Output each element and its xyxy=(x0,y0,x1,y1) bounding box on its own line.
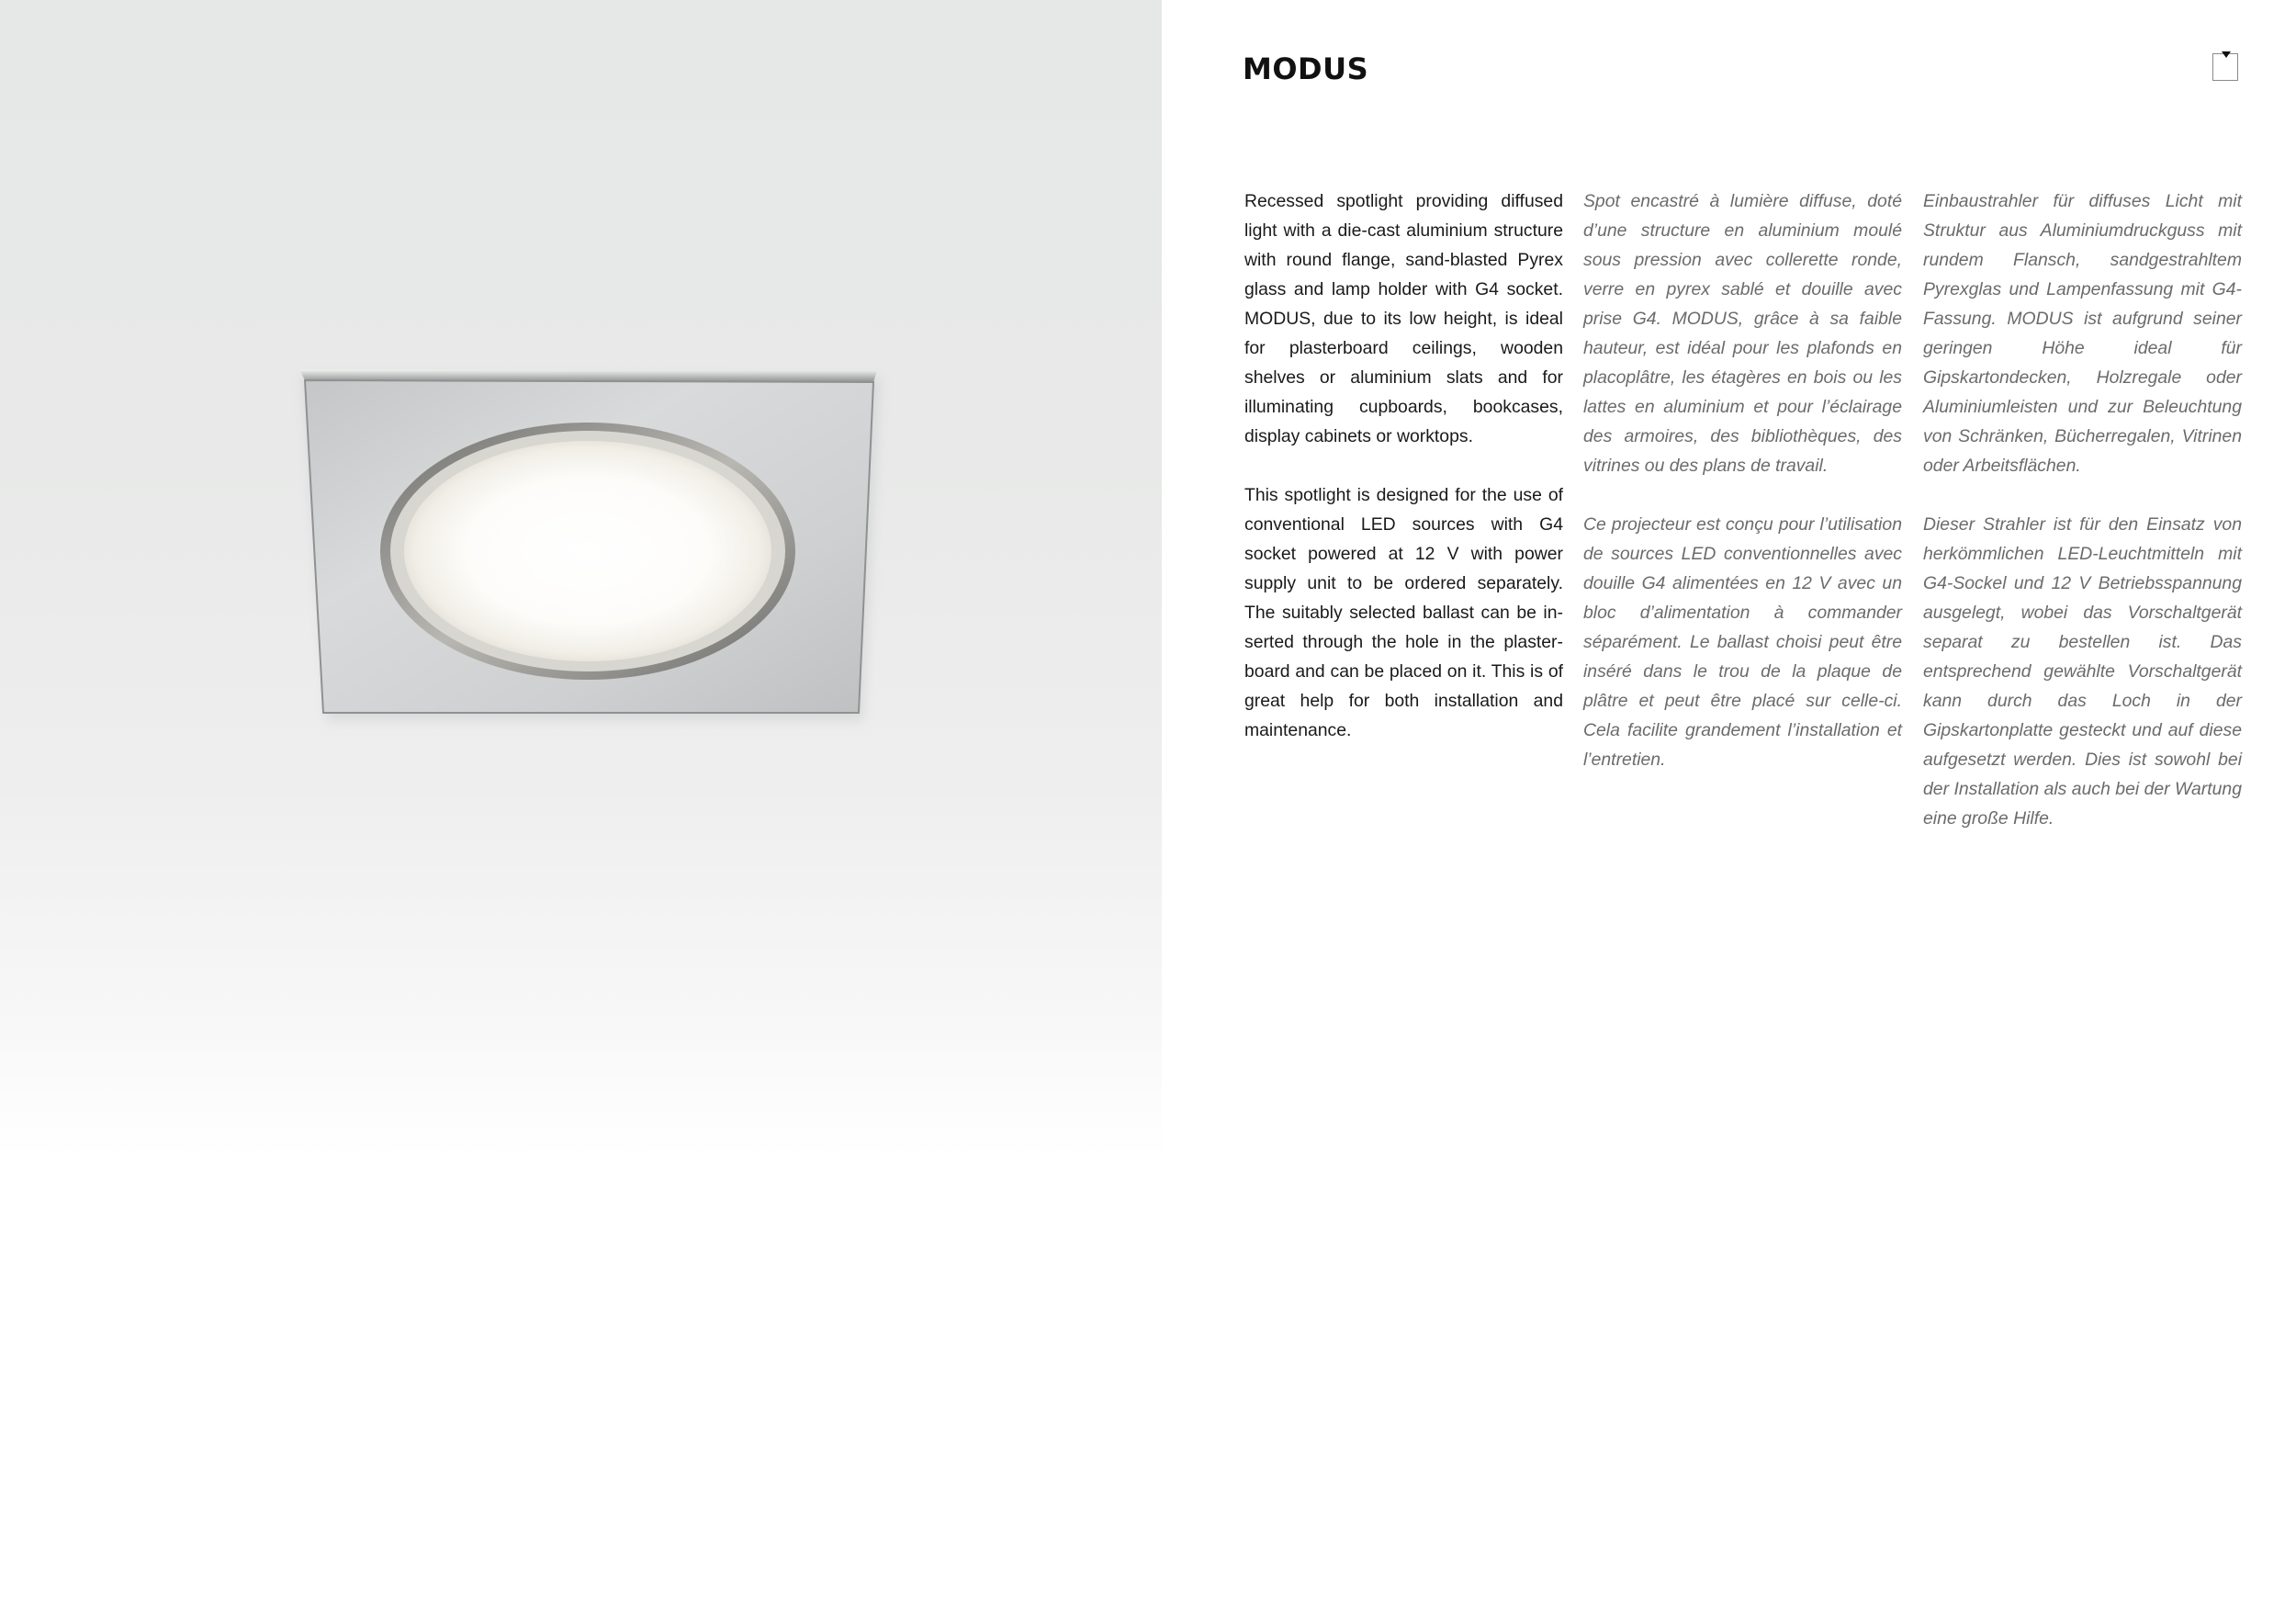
page-title: MODUS xyxy=(1243,51,1369,86)
description-paragraph: Spot encastré à lumière diffuse, doté d’une structure en aluminium moulé sous pression avec collerette ronde, verre en pyrex sablé et douille avec prise G4. MODUS, grâce à sa faible hauteur, est idéal pour les plafonds en placoplâtre, les étagères en bois ou les lattes en aluminium et pour l’éclairage des armoires, des bibliothèques, des vitrines ou des plans de travail. xyxy=(1583,191,1902,476)
description-english xyxy=(1244,186,1563,774)
diffused-glass xyxy=(404,441,771,661)
description-french xyxy=(1583,186,1902,804)
description-german xyxy=(1923,186,2242,863)
description-paragraph: This spotlight is designed for the use of conventional LED sources with G4 socket powered at 12 V with power supply unit to be ordered separately. The suitably selected ballast can be inserted through the hole in the plasterboard and can be placed on it. This is of great help for both installation and maintenance. xyxy=(1244,485,1563,740)
description-paragraph: Dieser Strahler ist für den Einsatz von herkömmlichen LED-Leuchtmitteln mit G4-Sockel und 12 V Betriebsspannung ausgelegt, wobei das Vorschaltgerät separat zu bestellen ist. Das entsprechend gewählte Vorschaltgerät kann durch das Loch in der Gipskartonplatte gesteckt und auf diese aufgesetzt werden. Dies ist sowohl bei der Installation als auch bei der Wartung eine große Hilfe. xyxy=(1923,514,2242,829)
description-paragraph: Recessed spotlight providing diffused light with a die-cast aluminium structure with round flange, sand-blasted Pyrex glass and lamp holder with G4 socket. MODUS, due to its low height, is ideal for plasterboard ceilings, wooden shelves or aluminium slats and for illuminating cupboards, bookcases, display cabinets or worktops. xyxy=(1244,191,1563,446)
description-paragraph: Einbaustrahler für diffuses Licht mit Struktur aus Aluminiumdruckguss mit rundem Flansch, sandgestrahltem Pyrexglas und Lampenfassung mit G4-Fassung. MODUS ist aufgrund seiner geringen Höhe ideal für Gipskartondecken, Holzregale oder Aluminiumleisten und zur Beleuchtung von Schränken, Bücherregalen, Vitrinen oder Arbeitsflächen. xyxy=(1923,191,2242,476)
bookmark-icon[interactable] xyxy=(2212,53,2238,81)
description-paragraph: Ce projecteur est conçu pour l’utilisation de sources LED conventionnelles avec douille G4 alimentées en 12 V avec un bloc d’alimentation à commander séparément. Le ballast choisi peut être inséré dans le trou de la plaque de plâtre et peut être placé sur celle-ci. Cela facilite grandement l’installation et l’entretien. xyxy=(1583,514,1902,770)
